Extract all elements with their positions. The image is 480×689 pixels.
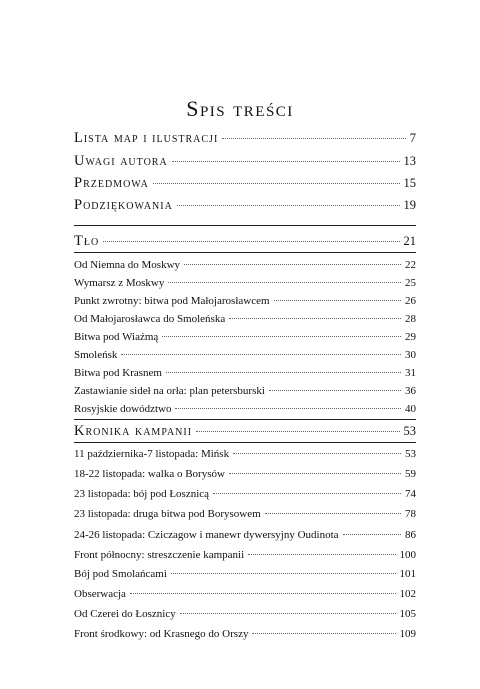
- toc-entry-label: Uwagi autora: [74, 153, 168, 169]
- toc-subentry-page: 25: [405, 277, 416, 289]
- leader-dots: [343, 534, 401, 535]
- toc-subentry: [74, 349, 416, 361]
- section-heading-label: Kronika kampanii: [74, 423, 193, 439]
- toc-subentry: [74, 331, 416, 343]
- leader-dots: [233, 453, 401, 454]
- toc-subentry-page: 28: [405, 313, 416, 325]
- toc-subentry: [74, 529, 416, 541]
- toc-subentry-label: Wymarsz z Moskwy: [74, 277, 165, 289]
- toc-subentry-label: Od Niemna do Moskwy: [74, 259, 181, 271]
- leader-dots: [248, 554, 395, 555]
- toc-subentry-page: 109: [399, 628, 416, 640]
- toc-subentry: [74, 549, 416, 561]
- toc-subentry-page: 102: [399, 588, 416, 600]
- toc-subentry-label: 23 listopada: bój pod Łosznicą: [74, 488, 210, 500]
- toc-subentry: [74, 367, 416, 379]
- toc-entry-page: 19: [403, 198, 416, 212]
- toc-subentry-label: 23 listopada: druga bitwa pod Borysowem: [74, 508, 261, 520]
- section-rule: [74, 419, 416, 420]
- leader-dots: [265, 513, 401, 514]
- leader-dots: [213, 493, 401, 494]
- leader-dots: [166, 372, 401, 373]
- toc-subentry-label: 24-26 listopada: Cziczagow i manewr dywersyjny Oudinota: [74, 529, 339, 541]
- leader-dots: [180, 613, 396, 614]
- toc-subentry-page: 53: [405, 448, 416, 460]
- toc-subentry-label: Smoleńsk: [74, 349, 118, 361]
- toc-subentry: [74, 295, 416, 307]
- leader-dots: [171, 573, 396, 574]
- toc-subentry-label: Bitwa pod Krasnem: [74, 367, 162, 379]
- leader-dots: [130, 593, 396, 594]
- toc-entry: [74, 175, 416, 192]
- toc-subentry: [74, 468, 416, 480]
- leader-dots: [103, 241, 399, 242]
- toc-subentry-page: 100: [399, 549, 416, 561]
- toc-subentry: [74, 568, 416, 580]
- page-title: Spis treści: [186, 96, 294, 121]
- toc-subentry: [74, 628, 416, 640]
- toc-subentry: [74, 508, 416, 520]
- leader-dots: [229, 473, 401, 474]
- toc-entry: [74, 153, 416, 170]
- toc-entry-label: Podziękowania: [74, 197, 173, 213]
- toc-subentry-page: 40: [405, 403, 416, 415]
- toc-subentry: [74, 448, 416, 460]
- toc-subentry: [74, 403, 416, 415]
- leader-dots: [177, 205, 400, 206]
- leader-dots: [184, 264, 401, 265]
- toc-subentry: [74, 259, 416, 271]
- leader-dots: [121, 354, 401, 355]
- section-heading: [74, 233, 416, 250]
- toc-subentry: [74, 488, 416, 500]
- toc-subentry-page: 30: [405, 349, 416, 361]
- leader-dots: [269, 390, 401, 391]
- toc-subentry-page: 59: [405, 468, 416, 480]
- leader-dots: [168, 282, 401, 283]
- leader-dots: [222, 138, 405, 139]
- leader-dots: [252, 633, 395, 634]
- leader-dots: [229, 318, 401, 319]
- toc-subentry-label: Punkt zwrotny: bitwa pod Małojarosławcem: [74, 295, 270, 307]
- toc-entry-page: 13: [403, 154, 416, 168]
- toc-subentry-label: Rosyjskie dowództwo: [74, 403, 172, 415]
- section-rule: [74, 252, 416, 253]
- toc-subentry: [74, 385, 416, 397]
- leader-dots: [162, 336, 401, 337]
- toc-entry: [74, 130, 416, 147]
- leader-dots: [175, 408, 401, 409]
- section-rule: [74, 225, 416, 226]
- leader-dots: [196, 431, 399, 432]
- toc-subentry-page: 86: [405, 529, 416, 541]
- section-rule: [74, 442, 416, 443]
- leader-dots: [172, 161, 400, 162]
- section-heading: [74, 423, 416, 440]
- toc-subentry-page: 101: [399, 568, 416, 580]
- section-heading-label: Tło: [74, 233, 100, 249]
- toc-subentry-label: Bój pod Smolańcami: [74, 568, 167, 580]
- toc-entry-label: Lista map i ilustracji: [74, 130, 219, 146]
- toc-subentry-label: Obserwacja: [74, 588, 126, 600]
- toc-subentry-label: 11 października-7 listopada: Mińsk: [74, 448, 230, 460]
- toc-entry: [74, 197, 416, 214]
- toc-subentry-label: Od Czerei do Łosznicy: [74, 608, 176, 620]
- toc-subentry: [74, 588, 416, 600]
- toc-subentry-page: 36: [405, 385, 416, 397]
- toc-subentry-label: 18-22 listopada: walka o Borysów: [74, 468, 225, 480]
- toc-entry-page: 15: [403, 176, 416, 190]
- toc-subentry-page: 31: [405, 367, 416, 379]
- toc-subentry-page: 74: [405, 488, 416, 500]
- toc-subentry-page: 22: [405, 259, 416, 271]
- toc-subentry-page: 26: [405, 295, 416, 307]
- toc-subentry: [74, 313, 416, 325]
- toc-subentry-label: Bitwa pod Wiaźmą: [74, 331, 159, 343]
- toc-entry-label: Przedmowa: [74, 175, 149, 191]
- toc-subentry-label: Zastawianie sideł na orła: plan petersburski: [74, 385, 265, 397]
- leader-dots: [153, 183, 400, 184]
- toc-subentry-page: 29: [405, 331, 416, 343]
- toc-subentry-label: Front północny: streszczenie kampanii: [74, 549, 245, 561]
- toc-subentry-label: Front środkowy: od Krasnego do Orszy: [74, 628, 249, 640]
- toc-subentry: [74, 608, 416, 620]
- toc-subentry-page: 78: [405, 508, 416, 520]
- toc-entry-page: 7: [409, 131, 416, 145]
- toc-subentry-label: Od Małojarosławca do Smoleńska: [74, 313, 226, 325]
- toc-subentry-page: 105: [399, 608, 416, 620]
- section-heading-page: 21: [403, 234, 416, 248]
- toc-subentry: [74, 277, 416, 289]
- leader-dots: [274, 300, 401, 301]
- section-heading-page: 53: [403, 424, 416, 438]
